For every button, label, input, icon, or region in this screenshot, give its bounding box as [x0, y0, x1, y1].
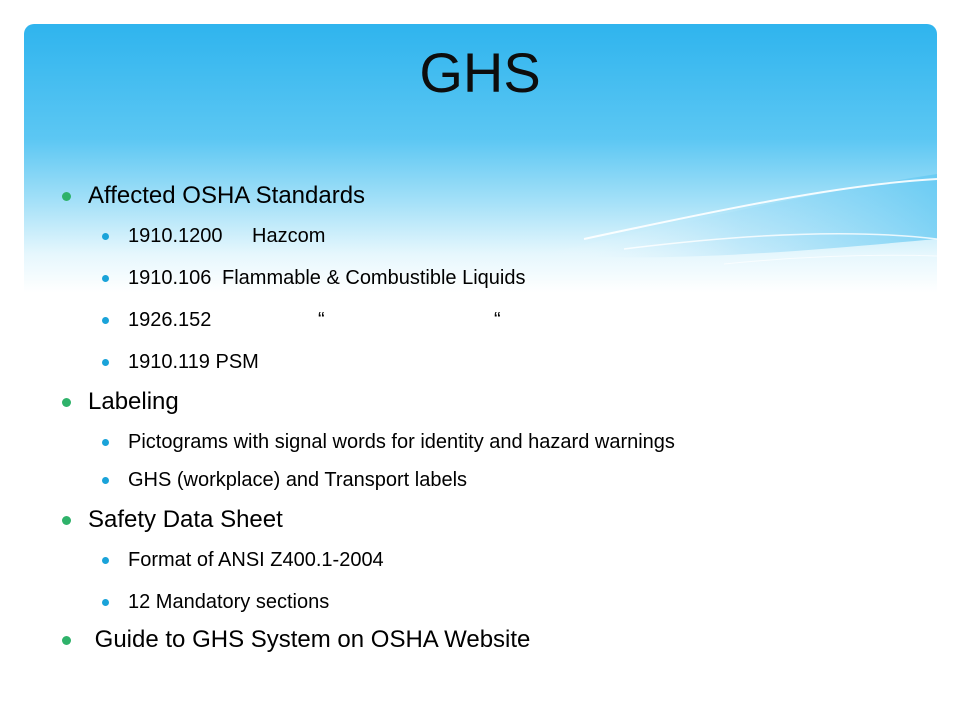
ditto-mark: “	[318, 309, 325, 331]
ditto-mark: “	[494, 309, 501, 331]
standard-code: 1926.152	[128, 309, 212, 331]
sub-bullet-dot-icon	[102, 599, 109, 606]
sub-bullet-label: Format of ANSI Z400.1-2004	[128, 549, 384, 571]
bullet-list	[62, 182, 922, 654]
sub-bullet-dot-icon	[102, 439, 109, 446]
sub-bullet-pictograms	[62, 430, 848, 454]
bullet-dot-icon	[62, 636, 71, 645]
bullet-label: Guide to GHS System on OSHA Website	[88, 626, 531, 653]
slide-title: GHS	[419, 41, 541, 104]
standard-description: Hazcom	[252, 225, 326, 247]
bullet-safety-data-sheet	[62, 506, 922, 534]
sub-bullet-1910-1200	[62, 224, 922, 248]
standard-description: PSM	[215, 351, 259, 373]
bullet-dot-icon	[62, 398, 71, 407]
sub-bullet-label: GHS (workplace) and Transport labels	[128, 469, 468, 491]
bullet-label: Affected OSHA Standards	[88, 182, 366, 209]
bullet-dot-icon	[62, 516, 71, 525]
sub-bullet-label: Pictograms with signal words for identity and hazard warnings	[128, 431, 675, 453]
bullet-label: Labeling	[88, 388, 179, 415]
sub-bullet-dot-icon	[102, 317, 109, 324]
sub-bullet-dot-icon	[102, 275, 109, 282]
bullet-osha-guide	[62, 626, 922, 654]
bullet-label: Safety Data Sheet	[88, 506, 283, 533]
sub-bullet-1910-106	[62, 266, 922, 290]
sub-bullet-ghs-labels	[62, 468, 922, 492]
standard-description: Flammable & Combustible Liquids	[222, 267, 526, 289]
bullet-affected-standards	[62, 182, 922, 210]
sub-bullet-ansi-format	[62, 548, 922, 572]
sub-bullet-mandatory-sections	[62, 590, 922, 614]
standard-code: 1910.1200	[128, 225, 223, 247]
sub-bullet-dot-icon	[102, 359, 109, 366]
sub-bullet-1910-119	[62, 350, 922, 374]
sub-bullet-label: 12 Mandatory sections	[128, 591, 330, 613]
standard-code: 1910.106	[128, 267, 212, 289]
sub-bullet-dot-icon	[102, 477, 109, 484]
standard-code: 1910.119	[128, 351, 210, 373]
sub-bullet-dot-icon	[102, 557, 109, 564]
bullet-labeling	[62, 388, 922, 416]
sub-bullet-dot-icon	[102, 233, 109, 240]
bullet-dot-icon	[62, 192, 71, 201]
sub-bullet-1926-152	[62, 308, 922, 332]
